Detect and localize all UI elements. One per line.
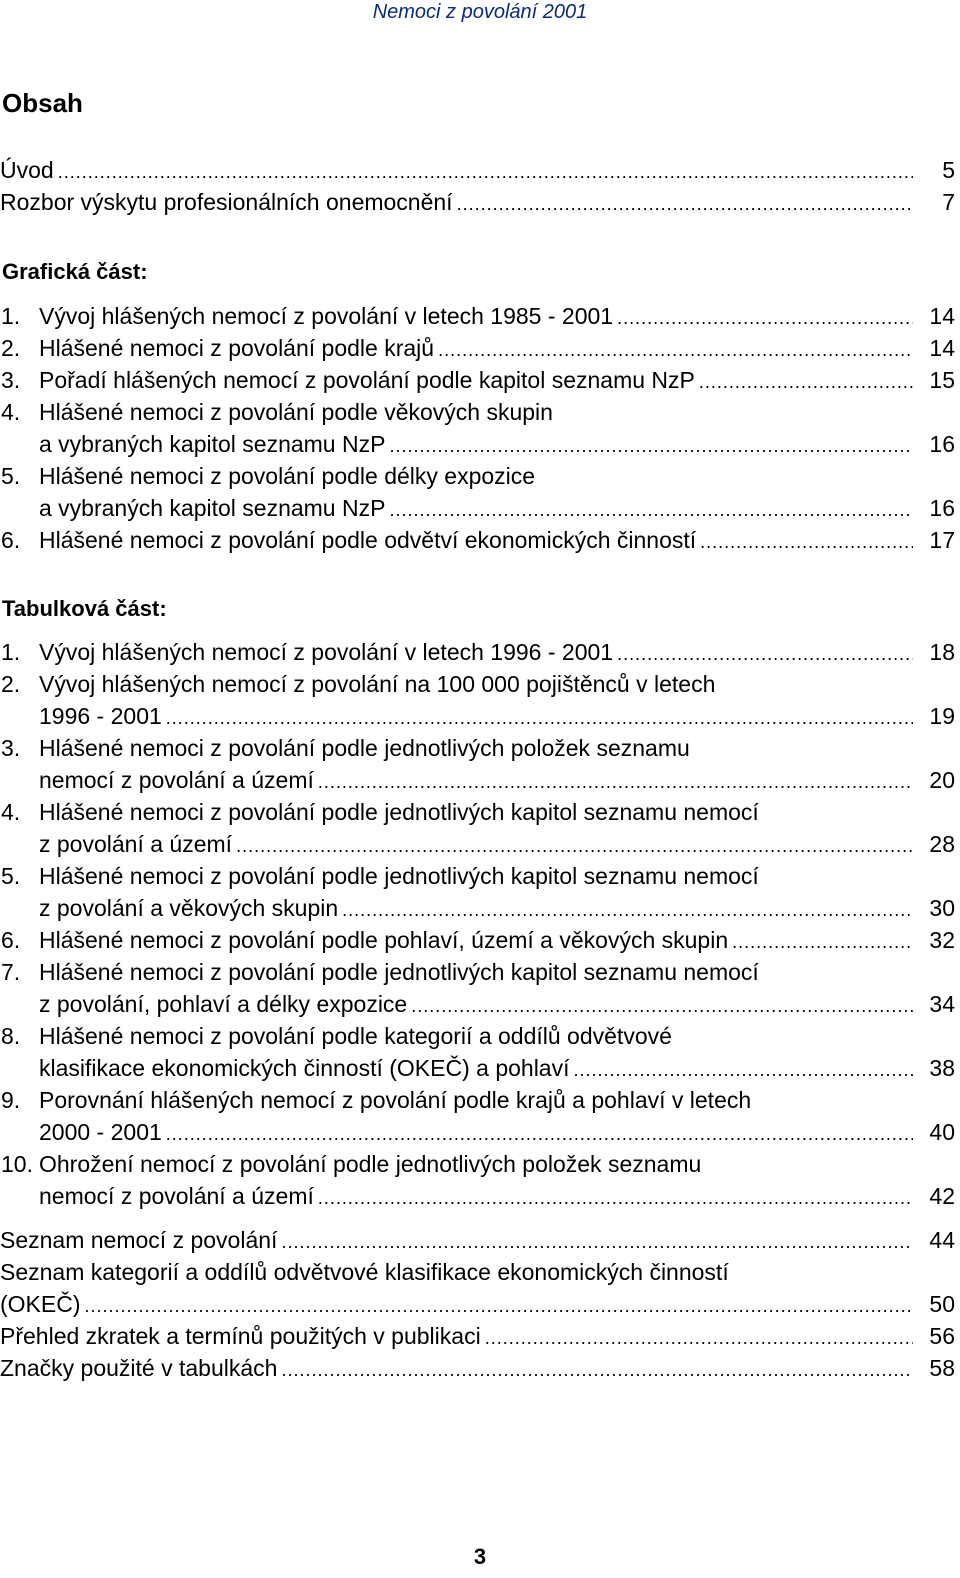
entry-page-number: 50 bbox=[929, 1291, 955, 1317]
entry-number: 7. bbox=[1, 959, 21, 985]
entry-page-number: 32 bbox=[929, 927, 955, 953]
entry-number: 3. bbox=[1, 367, 21, 393]
entry-page-number: 7 bbox=[942, 189, 955, 215]
toc-entry[interactable] bbox=[0, 333, 955, 363]
entry-title: 2000 - 2001 bbox=[39, 1119, 162, 1145]
entry-page-number: 44 bbox=[929, 1227, 955, 1253]
entry-title: Hlášené nemoci z povolání podle délky expozice bbox=[39, 463, 536, 489]
entry-title: klasifikace ekonomických činností (OKEČ) a pohlaví bbox=[39, 1055, 570, 1081]
running-header: Nemoci z povolání 2001 bbox=[372, 1, 588, 23]
toc-entry[interactable] bbox=[0, 893, 955, 923]
entry-number: 1. bbox=[1, 639, 21, 665]
entry-page-number: 19 bbox=[929, 703, 955, 729]
toc-entry[interactable] bbox=[0, 829, 955, 859]
entry-page-number: 17 bbox=[929, 527, 955, 553]
toc-entry[interactable] bbox=[0, 525, 955, 555]
toc-entry-line[interactable] bbox=[0, 397, 955, 427]
toc-entry[interactable] bbox=[0, 701, 955, 731]
toc-entry-line[interactable] bbox=[0, 1257, 955, 1287]
toc-entry[interactable] bbox=[0, 637, 955, 667]
entry-title: Hlášené nemoci z povolání podle krajů bbox=[39, 335, 435, 361]
dot-leader bbox=[318, 1183, 913, 1213]
dot-leader bbox=[389, 431, 913, 461]
toc-entry[interactable] bbox=[0, 765, 955, 795]
dot-leader bbox=[457, 189, 913, 219]
dot-leader bbox=[166, 1119, 913, 1149]
entry-title: Rozbor výskytu profesionálních onemocnění bbox=[0, 189, 453, 215]
entry-title: Porovnání hlášených nemocí z povolání podle krajů a pohlaví v letech bbox=[39, 1087, 752, 1113]
toc-entry[interactable] bbox=[0, 989, 955, 1019]
entry-page-number: 56 bbox=[929, 1323, 955, 1349]
toc-entry-line[interactable] bbox=[0, 1149, 955, 1179]
toc-entry[interactable] bbox=[0, 493, 955, 523]
entry-number: 5. bbox=[1, 863, 21, 889]
entry-number: 1. bbox=[1, 303, 21, 329]
page-number: 3 bbox=[473, 1544, 487, 1569]
toc-entry-line[interactable] bbox=[0, 733, 955, 763]
toc-entry[interactable] bbox=[0, 1053, 955, 1083]
section-title: Grafická část: bbox=[2, 259, 148, 284]
dot-leader bbox=[732, 927, 913, 957]
dot-leader bbox=[574, 1055, 914, 1085]
dot-leader bbox=[58, 157, 913, 187]
dot-leader bbox=[389, 495, 913, 525]
section-title: Tabulková část: bbox=[2, 596, 167, 621]
entry-title: Hlášené nemoci z povolání podle pohlaví, území a věkových skupin bbox=[39, 927, 729, 953]
toc-entry[interactable] bbox=[0, 1321, 955, 1351]
entry-title: Pořadí hlášených nemocí z povolání podle kapitol seznamu NzP bbox=[39, 367, 695, 393]
entry-page-number: 40 bbox=[929, 1119, 955, 1145]
entry-title: Hlášené nemoci z povolání podle věkových skupin bbox=[39, 399, 553, 425]
entry-title: Úvod bbox=[0, 157, 54, 183]
entry-number: 4. bbox=[1, 799, 21, 825]
entry-number: 4. bbox=[1, 399, 21, 425]
entry-page-number: 16 bbox=[929, 495, 955, 521]
toc-entry[interactable] bbox=[0, 301, 955, 331]
dot-leader bbox=[342, 895, 913, 925]
entry-page-number: 15 bbox=[929, 367, 955, 393]
dot-leader bbox=[281, 1355, 913, 1385]
entry-number: 3. bbox=[1, 735, 21, 761]
entry-number: 2. bbox=[1, 671, 21, 697]
toc-entry[interactable] bbox=[0, 1117, 955, 1147]
dot-leader bbox=[166, 703, 913, 733]
dot-leader bbox=[85, 1291, 914, 1321]
entry-title: Seznam nemocí z povolání bbox=[0, 1227, 278, 1253]
dot-leader bbox=[700, 527, 913, 557]
toc-entry[interactable] bbox=[0, 925, 955, 955]
toc-entry-line[interactable] bbox=[0, 957, 955, 987]
entry-title: Seznam kategorií a oddílů odvětvové klasifikace ekonomických činností bbox=[0, 1259, 729, 1285]
dot-leader bbox=[617, 303, 913, 333]
entry-title: Hlášené nemoci z povolání podle jednotlivých položek seznamu bbox=[39, 735, 690, 761]
entry-title: z povolání a věkových skupin bbox=[39, 895, 339, 921]
entry-title: 1996 - 2001 bbox=[39, 703, 162, 729]
entry-page-number: 38 bbox=[929, 1055, 955, 1081]
dot-leader bbox=[318, 767, 913, 797]
entry-page-number: 14 bbox=[929, 335, 955, 361]
entry-title: Hlášené nemoci z povolání podle jednotlivých kapitol seznamu nemocí bbox=[39, 799, 759, 825]
entry-title: a vybraných kapitol seznamu NzP bbox=[39, 431, 386, 457]
dot-leader bbox=[485, 1323, 913, 1353]
toc-entry[interactable] bbox=[0, 1225, 955, 1255]
entry-title: Hlášené nemoci z povolání podle jednotlivých kapitol seznamu nemocí bbox=[39, 959, 759, 985]
toc-entry[interactable] bbox=[0, 1181, 955, 1211]
toc-entry-line[interactable] bbox=[0, 1021, 955, 1051]
toc-entry[interactable] bbox=[0, 1353, 955, 1383]
dot-leader bbox=[617, 639, 913, 669]
toc-entry-line[interactable] bbox=[0, 1085, 955, 1115]
dot-leader bbox=[281, 1227, 913, 1257]
toc-entry-line[interactable] bbox=[0, 461, 955, 491]
toc-entry[interactable] bbox=[0, 365, 955, 395]
entry-page-number: 20 bbox=[929, 767, 955, 793]
toc-heading: Obsah bbox=[2, 88, 83, 118]
entry-page-number: 42 bbox=[929, 1183, 955, 1209]
entry-title: a vybraných kapitol seznamu NzP bbox=[39, 495, 386, 521]
entry-title: Hlášené nemoci z povolání podle kategorií a oddílů odvětvové bbox=[39, 1023, 672, 1049]
entry-title: z povolání, pohlaví a délky expozice bbox=[39, 991, 408, 1017]
entry-number: 10. bbox=[1, 1151, 33, 1177]
entry-number: 6. bbox=[1, 527, 21, 553]
toc-entry-line[interactable] bbox=[0, 797, 955, 827]
entry-number: 2. bbox=[1, 335, 21, 361]
entry-page-number: 16 bbox=[929, 431, 955, 457]
entry-number: 9. bbox=[1, 1087, 21, 1113]
entry-title: z povolání a území bbox=[39, 831, 233, 857]
entry-title: Přehled zkratek a termínů použitých v publikaci bbox=[0, 1323, 481, 1349]
entry-title: Vývoj hlášených nemocí z povolání v letech 1985 - 2001 bbox=[39, 303, 614, 329]
entry-title: Vývoj hlášených nemocí z povolání v letech 1996 - 2001 bbox=[39, 639, 614, 665]
entry-number: 5. bbox=[1, 463, 21, 489]
toc-entry-line[interactable] bbox=[0, 861, 955, 891]
entry-page-number: 30 bbox=[929, 895, 955, 921]
entry-title: Značky použité v tabulkách bbox=[0, 1355, 278, 1381]
entry-title: nemocí z povolání a území bbox=[39, 767, 314, 793]
entry-title: Ohrožení nemocí z povolání podle jednotlivých položek seznamu bbox=[39, 1151, 702, 1177]
entry-title: Hlášené nemoci z povolání podle odvětví ekonomických činností bbox=[39, 527, 697, 553]
entry-title: Hlášené nemoci z povolání podle jednotlivých kapitol seznamu nemocí bbox=[39, 863, 759, 889]
entry-number: 6. bbox=[1, 927, 21, 953]
toc-entry-line[interactable] bbox=[0, 669, 955, 699]
dot-leader bbox=[438, 335, 913, 365]
entry-page-number: 18 bbox=[929, 639, 955, 665]
entry-number: 8. bbox=[1, 1023, 21, 1049]
dot-leader bbox=[411, 991, 913, 1021]
entry-page-number: 28 bbox=[929, 831, 955, 857]
toc-entry[interactable] bbox=[0, 429, 955, 459]
entry-page-number: 58 bbox=[929, 1355, 955, 1381]
entry-page-number: 14 bbox=[929, 303, 955, 329]
entry-title: Vývoj hlášených nemocí z povolání na 100 000 pojištěnců v letech bbox=[39, 671, 716, 697]
entry-title: nemocí z povolání a území bbox=[39, 1183, 314, 1209]
toc-entry[interactable] bbox=[0, 187, 955, 217]
entry-page-number: 5 bbox=[942, 157, 955, 183]
dot-leader bbox=[699, 367, 913, 397]
toc-entry[interactable] bbox=[0, 1289, 955, 1319]
dot-leader bbox=[236, 831, 913, 861]
entry-title: (OKEČ) bbox=[0, 1291, 81, 1317]
toc-entry[interactable] bbox=[0, 155, 955, 185]
entry-page-number: 34 bbox=[929, 991, 955, 1017]
